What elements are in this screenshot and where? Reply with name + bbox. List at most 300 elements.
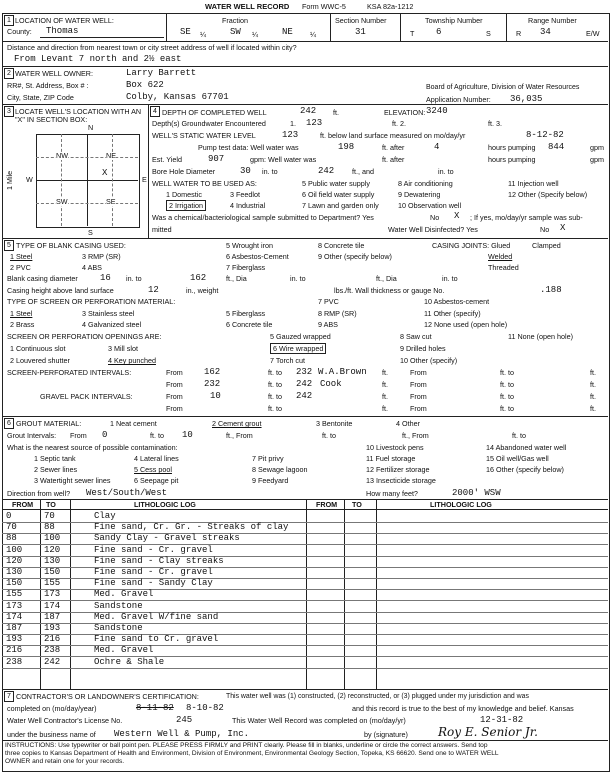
address-label: RR#, St. Address, Box # : xyxy=(7,81,89,90)
log-row-from: 155 xyxy=(6,589,23,599)
use-1: 1 Domestic xyxy=(166,190,202,199)
screen-1-selected: 1 Steel xyxy=(10,309,33,318)
instructions-1: INSTRUCTIONS: Use typewriter or ball point pen. PLEASE PRESS FIRMLY and PRINT clearly. Please fill in blanks, underline or circle the correct answers. Send top xyxy=(5,742,488,749)
grout-1: 1 Neat cement xyxy=(110,419,157,428)
log-row-description: Ochre & Shale xyxy=(94,657,165,667)
yield-mid: gpm: Well water was xyxy=(250,155,317,164)
quad-nw: NW xyxy=(56,151,68,160)
log-row-line xyxy=(2,522,608,523)
bore-to-value: 242 xyxy=(318,166,335,176)
sp-2-to-label: ft. to xyxy=(268,380,282,389)
quad-se: SE xyxy=(106,197,116,206)
gp-2-ft: ft. xyxy=(382,404,388,413)
range-label: Range Number xyxy=(528,16,577,25)
log-header-to: TO xyxy=(46,500,56,509)
log-row-line xyxy=(2,612,608,613)
contam-1: 1 Septic tank xyxy=(34,454,76,463)
joints-welded xyxy=(488,253,512,261)
gp-1-from: 10 xyxy=(210,391,221,401)
log-row-to: 238 xyxy=(44,645,61,655)
bore-label: Bore Hole Diameter xyxy=(152,167,216,176)
board-label: Board of Agriculture, Division of Water Resources xyxy=(426,84,580,91)
screen-7: 7 PVC xyxy=(318,297,339,306)
use-9: 9 Dewatering xyxy=(398,190,441,199)
disinfected-mark: X xyxy=(560,223,566,233)
log-row-description: Fine sand - Cr. gravel xyxy=(94,545,213,555)
completed-label: completed on (mo/day/year) xyxy=(7,704,97,713)
log-row-description: Sandstone xyxy=(94,601,143,611)
depth-label: DEPTH OF COMPLETED WELL xyxy=(162,108,267,117)
grout-intervals-label: Grout Intervals: xyxy=(7,431,57,440)
cert-text: This water well was (1) constructed, (2) reconstructed, or (3) plugged under my jurisdiction and was xyxy=(226,693,529,700)
disinfected-label: Water Well Disinfected? Yes xyxy=(388,225,478,234)
in-weight: in., weight xyxy=(186,286,219,295)
log-row-to: 88 xyxy=(44,522,55,532)
section-grid xyxy=(36,134,140,228)
bore-in-to-2: in. to xyxy=(438,167,454,176)
mile-label: 1 Mile xyxy=(5,170,14,190)
license-value: 245 xyxy=(176,715,193,725)
opening-8: 8 Saw cut xyxy=(400,332,432,341)
gp-1-from-label-2: From xyxy=(410,392,427,401)
gp-2-ft-2: ft. xyxy=(590,404,596,413)
bore-and: ft., and xyxy=(352,167,374,176)
gi-from-label: From xyxy=(70,431,87,440)
business-label: under the business name of xyxy=(7,730,96,739)
opening-7: 7 Torch cut xyxy=(270,356,306,365)
gp-2-to-label: ft. to xyxy=(268,404,282,413)
log-row-to: 150 xyxy=(44,567,61,577)
sp-2-to-label-2: ft. to xyxy=(500,380,514,389)
section-1-number: 1 xyxy=(4,15,14,26)
contam-15: 15 Oil well/Gas well xyxy=(486,454,549,463)
casing-1 xyxy=(10,253,32,261)
quarter-3: ¼ xyxy=(310,30,316,39)
sp-1-to-label: ft. to xyxy=(268,368,282,377)
contam-5-selected: 5 Cess pool xyxy=(134,465,172,474)
form-title: WATER WELL RECORD xyxy=(205,2,290,11)
log-row-from: 100 xyxy=(6,545,23,555)
range-value: 34 xyxy=(540,27,551,37)
opening-4-selected: 4 Key punched xyxy=(108,356,156,365)
county-value: Thomas xyxy=(46,26,79,36)
use-2-selected: 2 Irrigation xyxy=(166,200,206,211)
compass-s: S xyxy=(88,228,93,237)
log-row-from: 238 xyxy=(6,657,23,667)
sp-2-from-label: From xyxy=(166,380,183,389)
log-row-to: 187 xyxy=(44,612,61,622)
sp-1-from-label-2: From xyxy=(410,368,427,377)
openings-label: SCREEN OR PERFORATION OPENINGS ARE: xyxy=(7,332,162,341)
chem-label: Was a chemical/bacteriological sample submitted to Department? Yes xyxy=(152,213,374,222)
how-many-feet-value: 2000' WSW xyxy=(452,488,501,498)
contam-6: 6 Seepage pit xyxy=(134,476,179,485)
joints-clamped: Clamped xyxy=(532,241,561,250)
use-2 xyxy=(166,202,206,210)
pump-label: Pump test data: Well water was xyxy=(198,143,299,152)
use-11: 11 Injection well xyxy=(508,179,559,188)
gw-1-value: 123 xyxy=(306,118,323,128)
log-row-line xyxy=(2,567,608,568)
log-header-to-2: TO xyxy=(352,500,362,509)
use-10: 10 Observation well xyxy=(398,201,462,210)
contam-16: 16 Other (specify below) xyxy=(486,465,564,474)
section-4-number: 4 xyxy=(150,106,160,117)
locate-label: LOCATE WELL'S LOCATION WITH AN "X" IN SECTION BOX: xyxy=(15,107,142,124)
cert-label: CONTRACTOR'S OR LANDOWNER'S CERTIFICATION: xyxy=(16,692,199,701)
section-5-number: 5 xyxy=(4,240,14,251)
opening-2: 2 Louvered shutter xyxy=(10,356,70,365)
screen-6: 6 Concrete tile xyxy=(226,320,273,329)
sp-1-ft-2: ft. xyxy=(590,368,596,377)
gpm-2: gpm xyxy=(590,155,604,164)
log-row-line xyxy=(2,578,608,579)
screen-3: 3 Stainless steel xyxy=(82,309,135,318)
log-row-line xyxy=(2,668,608,669)
elevation-label: ELEVATION: xyxy=(384,108,426,117)
gw-1-prefix: 1. xyxy=(290,119,296,128)
license-label: Water Well Contractor's License No. xyxy=(7,716,123,725)
contam-14: 14 Abandoned water well xyxy=(486,443,567,452)
chem-mark: X xyxy=(454,211,460,221)
fraction-label: Fraction xyxy=(222,16,248,25)
how-many-feet-label: How many feet? xyxy=(366,489,418,498)
log-row-description: Med. Gravel xyxy=(94,645,154,655)
blank-diameter-label: Blank casing diameter xyxy=(7,274,78,283)
casing-5: 5 Wrought iron xyxy=(226,241,274,250)
grout-2 xyxy=(212,420,262,428)
blank-dia-1: ft., Dia xyxy=(226,274,247,283)
log-row-to: 193 xyxy=(44,623,61,633)
quad-sw: SW xyxy=(56,197,68,206)
screen-8: 8 RMP (SR) xyxy=(318,309,357,318)
screen-intervals-label: SCREEN-PERFORATED INTERVALS: xyxy=(7,368,132,377)
contam-13: 13 Insecticide storage xyxy=(366,476,436,485)
log-row-from: 174 xyxy=(6,612,23,622)
contam-11: 11 Fuel storage xyxy=(366,454,416,463)
opening-5: 5 Gauzed wrapped xyxy=(270,332,331,341)
range-prefix: R xyxy=(516,29,522,38)
log-header-litho: LITHOLOGIC LOG xyxy=(134,500,196,509)
gauge-value: .188 xyxy=(540,285,562,295)
mitted-label: mitted xyxy=(152,225,172,234)
blank-to-value: 162 xyxy=(190,273,207,283)
static-label: WELL'S STATIC WATER LEVEL xyxy=(152,131,256,140)
quarter-1: ¼ xyxy=(200,30,206,39)
section-2-number: 2 xyxy=(4,68,14,79)
use-8: 8 Air conditioning xyxy=(398,179,453,188)
casing-6: 6 Asbestos-Cement xyxy=(226,252,289,261)
blank-in-to-2: in. to xyxy=(290,274,306,283)
gi-to-label-2: ft. to xyxy=(322,431,336,440)
ksa-reference: KSA 82a-1212 xyxy=(367,2,414,11)
sp-1-ft: ft. xyxy=(382,368,388,377)
gp-2-to-label-2: ft. to xyxy=(500,404,514,413)
use-5: 5 Public water supply xyxy=(302,179,370,188)
log-row-line xyxy=(2,623,608,624)
screen-12: 12 None used (open hole) xyxy=(424,320,508,329)
joints-welded-selected: Welded xyxy=(488,252,513,261)
true-text: and this record is true to the best of my knowledge and belief. Kansas xyxy=(352,704,574,713)
log-header-from: FROM xyxy=(12,500,34,509)
contam-2: 2 Sewer lines xyxy=(34,465,78,474)
casing-1-selected: 1 Steel xyxy=(10,252,33,261)
pump-gpm: 844 xyxy=(548,142,565,152)
log-row-from: 173 xyxy=(6,601,23,611)
grout-2-selected: 2 Cement grout xyxy=(212,419,262,428)
height-value: 12 xyxy=(148,285,159,295)
gi-to-label-3: ft. to xyxy=(512,431,526,440)
log-row-line xyxy=(2,645,608,646)
log-row-description: Fine sand, Cr. Gr. - Streaks of clay xyxy=(94,522,289,532)
use-3: 3 Feedlot xyxy=(230,190,260,199)
direction-from-well-value: West/South/West xyxy=(86,488,168,498)
compass-w: W xyxy=(26,175,33,184)
log-row-line xyxy=(2,533,608,534)
completed-struck: 8-11-82 xyxy=(136,703,174,713)
log-row-description: Clay xyxy=(94,511,116,521)
groundwater-label: Depth(s) Groundwater Encountered xyxy=(152,119,266,128)
log-header-from-2: FROM xyxy=(316,500,338,509)
contam-label: What is the nearest source of possible contamination: xyxy=(7,443,178,452)
screen-label: TYPE OF SCREEN OR PERFORATION MATERIAL: xyxy=(7,297,176,306)
chem-rest: ; If yes, mo/day/yr sample was sub- xyxy=(470,213,583,222)
casing-2: 2 PVC xyxy=(10,263,31,272)
use-6: 6 Oil field water supply xyxy=(302,190,375,199)
fraction-2: SW xyxy=(230,27,241,37)
gp-1-ft: ft. xyxy=(382,392,388,401)
static-value: 123 xyxy=(282,130,299,140)
depth-ft: ft. xyxy=(333,108,339,117)
opening-4 xyxy=(108,357,156,365)
use-label: WELL WATER TO BE USED AS: xyxy=(152,179,257,188)
opening-6 xyxy=(270,345,326,353)
direction-value: From Levant 7 north and 2½ east xyxy=(14,54,182,64)
township-label: Township Number xyxy=(425,16,483,25)
owner-value: Larry Barrett xyxy=(126,68,197,78)
gw-3-prefix: ft. 3. xyxy=(488,119,502,128)
contam-4: 4 Lateral lines xyxy=(134,454,179,463)
gw-2-prefix: ft. 2. xyxy=(392,119,406,128)
sp-1-from: 162 xyxy=(204,367,221,377)
blank-dia-2: ft., Dia xyxy=(376,274,397,283)
gp-2-from-label: From xyxy=(166,404,183,413)
opening-9: 9 Drilled holes xyxy=(400,344,446,353)
sp-1-to-label-2: ft. to xyxy=(500,368,514,377)
use-12: 12 Other (Specify below) xyxy=(508,190,588,199)
township-prefix: T xyxy=(410,29,415,38)
use-7: 7 Lawn and garden only xyxy=(302,201,379,210)
opening-10: 10 Other (specify) xyxy=(400,356,458,365)
log-row-to: 120 xyxy=(44,545,61,555)
log-row-description: Sandstone xyxy=(94,623,143,633)
record-date: 12-31-82 xyxy=(480,715,524,725)
section-number-label: Section Number xyxy=(335,16,387,25)
contam-3: 3 Watertight sewer lines xyxy=(34,476,111,485)
static-mid: ft. below land surface measured on mo/day/yr xyxy=(320,131,466,140)
hours-pumping-2: hours pumping xyxy=(488,155,536,164)
screen-10: 10 Asbestos-cement xyxy=(424,297,490,306)
yield-after: ft. after xyxy=(382,155,405,164)
business-value: Western Well & Pump, Inc. xyxy=(114,729,250,739)
log-row-description: Fine sand to Cr. gravel xyxy=(94,634,219,644)
gpm-1: gpm xyxy=(590,143,604,152)
log-row-line xyxy=(2,634,608,635)
instructions-2: three copies to Kansas Department of Health and Environment, Division of Environment, Environmental Geology Section, Topeka, KS 66620. Send one to WATER WELL xyxy=(5,750,499,757)
opening-3: 3 Mill slot xyxy=(108,344,138,353)
quad-ne: NE xyxy=(106,151,116,160)
bore-value: 30 xyxy=(240,166,251,176)
screen-1 xyxy=(10,310,32,318)
hours-pumping-1: hours pumping xyxy=(488,143,536,152)
casing-3: 3 RMP (SR) xyxy=(82,252,121,261)
screen-5: 5 Fiberglass xyxy=(226,309,266,318)
chem-no: No xyxy=(430,213,440,222)
section-3-number: 3 xyxy=(4,106,14,117)
yield-value: 907 xyxy=(208,154,225,164)
log-row-line xyxy=(2,544,608,545)
quarter-2: ¼ xyxy=(252,30,258,39)
township-value: 6 xyxy=(436,27,442,37)
gi-to: 10 xyxy=(182,430,193,440)
gp-1-to: 242 xyxy=(296,391,313,401)
blank-diameter-value: 16 xyxy=(100,273,111,283)
direction-label: Distance and direction from nearest town or city street address of well if located within city? xyxy=(7,43,297,52)
township-suffix: S xyxy=(486,29,491,38)
contam-12: 12 Fertilizer storage xyxy=(366,465,430,474)
log-row-from: 150 xyxy=(6,578,23,588)
log-row-to: 174 xyxy=(44,601,61,611)
record-text: This Water Well Record was completed on (mo/day/yr) xyxy=(232,716,406,725)
address-value: Box 622 xyxy=(126,80,164,90)
form-number: Form WWC-5 xyxy=(302,2,346,11)
sp-1-to: 232 xyxy=(296,367,313,377)
gi-from-label-2: ft., From xyxy=(226,431,253,440)
sp-2-note: Cook xyxy=(320,379,342,389)
gp-1-from-label: From xyxy=(166,392,183,401)
log-row-from: 187 xyxy=(6,623,23,633)
log-row-line xyxy=(2,556,608,557)
pump-after: ft. after xyxy=(382,143,405,152)
elevation-value: 3240 xyxy=(426,106,448,116)
height-label: Casing height above land surface xyxy=(7,286,114,295)
range-suffix: E/W xyxy=(586,29,600,38)
log-row-line xyxy=(2,600,608,601)
fraction-1: SE xyxy=(180,27,191,37)
log-row-line xyxy=(2,589,608,590)
instructions-3: OWNER and retain one for your records. xyxy=(5,758,125,765)
gp-1-to-label: ft. to xyxy=(268,392,282,401)
sp-2-ft: ft. xyxy=(382,380,388,389)
sp-2-ft-2: ft. xyxy=(590,380,596,389)
casing-label: TYPE OF BLANK CASING USED: xyxy=(16,241,126,250)
application-label: Application Number: xyxy=(426,95,491,104)
log-row-to: 70 xyxy=(44,511,55,521)
log-row-from: 130 xyxy=(6,567,23,577)
owner-label: WATER WELL OWNER: xyxy=(15,69,93,78)
screen-4: 4 Galvanized steel xyxy=(82,320,142,329)
screen-11: 11 Other (specify) xyxy=(424,309,481,318)
city-label: City, State, ZIP Code xyxy=(7,93,74,102)
gi-to-label: ft. to xyxy=(150,431,164,440)
section-7-number: 7 xyxy=(4,691,14,702)
yield-label: Est. Yield xyxy=(152,155,182,164)
disinfected-no: No xyxy=(540,225,550,234)
joints-label: CASING JOINTS: Glued xyxy=(432,241,511,250)
log-row-description: Med. Gravel xyxy=(94,589,154,599)
well-location-mark: X xyxy=(102,168,108,178)
completed-value: 8-10-82 xyxy=(186,703,224,713)
section-6-number: 6 xyxy=(4,418,14,429)
log-row-from: 120 xyxy=(6,556,23,566)
log-row-to: 100 xyxy=(44,533,61,543)
screen-2: 2 Brass xyxy=(10,320,35,329)
gi-from-label-3: ft., From xyxy=(402,431,429,440)
use-4: 4 Industrial xyxy=(230,201,266,210)
sp-2-from-label-2: From xyxy=(410,380,427,389)
contam-9: 9 Feedyard xyxy=(252,476,289,485)
log-row-to: 155 xyxy=(44,578,61,588)
gp-2-from-label-2: From xyxy=(410,404,427,413)
bore-in-to: in. to xyxy=(262,167,278,176)
casing-8: 8 Concrete tile xyxy=(318,241,365,250)
gravel-label: GRAVEL PACK INTERVALS: xyxy=(40,392,133,401)
log-row-from: 216 xyxy=(6,645,23,655)
contam-5 xyxy=(134,466,172,474)
gi-from: 0 xyxy=(102,430,108,440)
casing-9: 9 Other (specify below) xyxy=(318,252,392,261)
county-label: County: xyxy=(7,27,32,36)
log-row-description: Fine sand - Clay streaks xyxy=(94,556,224,566)
contam-10: 10 Livestock pens xyxy=(366,443,424,452)
gp-1-ft-2: ft. xyxy=(590,392,596,401)
compass-n: N xyxy=(88,123,94,132)
grout-label: GROUT MATERIAL: xyxy=(16,419,82,428)
blank-in-to: in. to xyxy=(126,274,142,283)
city-value: Colby, Kansas 67701 xyxy=(126,92,229,102)
opening-1: 1 Continuous slot xyxy=(10,344,66,353)
log-row-description: Med. Gravel W/fine sand xyxy=(94,612,219,622)
log-row-from: 0 xyxy=(6,511,12,521)
gp-1-to-label-2: ft. to xyxy=(500,392,514,401)
grout-3: 3 Bentonite xyxy=(316,419,353,428)
blank-in-to-3: in. to xyxy=(442,274,458,283)
contam-8: 8 Sewage lagoon xyxy=(252,465,308,474)
log-row-to: 173 xyxy=(44,589,61,599)
section-number-value: 31 xyxy=(355,27,366,37)
static-date: 8-12-82 xyxy=(526,130,564,140)
pump-hours: 4 xyxy=(434,142,440,152)
grout-4: 4 Other xyxy=(396,419,420,428)
log-row-from: 88 xyxy=(6,533,17,543)
log-row-line xyxy=(2,656,608,657)
log-row-to: 130 xyxy=(44,556,61,566)
depth-value: 242 xyxy=(300,106,317,116)
log-row-from: 193 xyxy=(6,634,23,644)
lbs-label: lbs./ft. Wall thickness or gauge No. xyxy=(334,286,445,295)
compass-e: E xyxy=(142,175,147,184)
by-signature-label: by (signature) xyxy=(364,730,408,739)
log-row-to: 216 xyxy=(44,634,61,644)
opening-6-selected: 6 Wire wrapped xyxy=(270,343,326,354)
log-row-description: Sandy Clay - Gravel streaks xyxy=(94,533,240,543)
casing-4: 4 ABS xyxy=(82,263,102,272)
sp-2-from: 232 xyxy=(204,379,221,389)
signature: Roy E. Senior Jr. xyxy=(438,725,538,739)
sp-2-to: 242 xyxy=(296,379,313,389)
log-header-litho-2: LITHOLOGIC LOG xyxy=(430,500,492,509)
pump-ft: 198 xyxy=(338,142,355,152)
